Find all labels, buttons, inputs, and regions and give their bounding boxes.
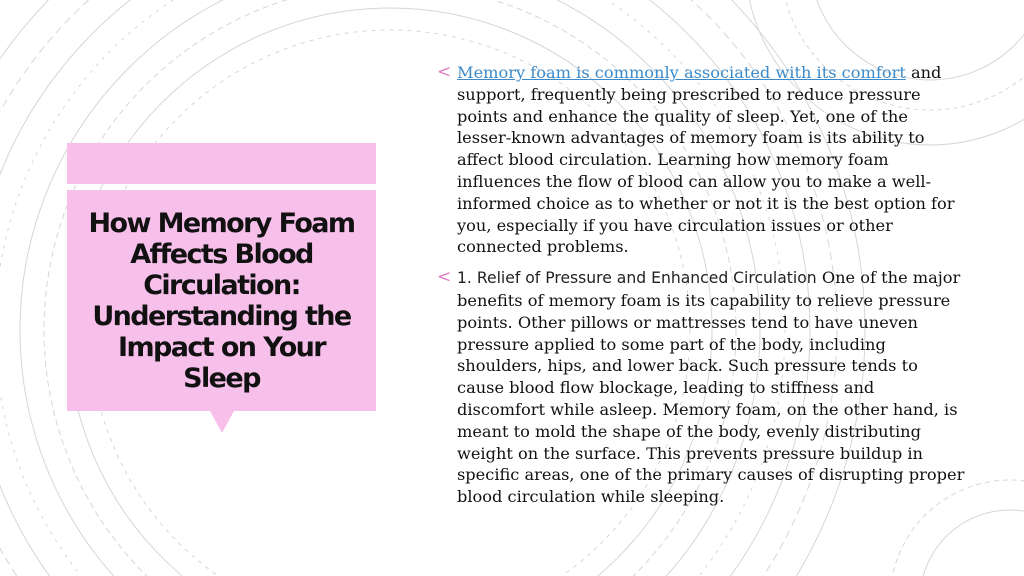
section-heading: 1. Relief of Pressure and Enhanced Circulation	[457, 269, 817, 288]
title-card-pointer	[210, 411, 234, 433]
title-accent-bar	[67, 143, 376, 184]
slide-title: How Memory Foam Affects Blood Circulation: Understanding the Impact on Your Sleep	[88, 207, 355, 394]
intro-link[interactable]: Memory foam is commonly associated with its comfort	[457, 63, 906, 82]
bullet-chevron-icon: <	[437, 267, 452, 288]
section-text: One of the major benefits of memory foam is its capability to relieve pressure points. Other pillows or mattresses tend to have uneven pressure applied to some part of the body, including shoulders, hips, and lower back. Such pressure tends to cause blood flow blockage, leading to stiffness and discomfort while asleep. Memory foam, on the other hand, is meant to mold the shape of the body, evenly distributing weight on the surface. This prevents pressure buildup in specific areas, one of the primary causes of disrupting proper blood circulation while sleeping.	[457, 268, 965, 507]
title-card	[67, 190, 376, 411]
bullet-chevron-icon: <	[437, 62, 452, 82]
paragraph-intro	[437, 62, 967, 258]
paragraph-pressure-relief	[437, 267, 967, 508]
slide-body	[437, 62, 967, 517]
intro-text: and support, frequently being prescribed to reduce pressure points and enhance the quality of sleep. Yet, one of the lesser-known advantages of memory foam is its ability to affect blood circulation. Learning how memory foam influences the flow of blood can allow you to make a well-informed choice as to whether or not it is the best option for you, especially if you have circulation issues or other connected problems.	[457, 63, 955, 257]
